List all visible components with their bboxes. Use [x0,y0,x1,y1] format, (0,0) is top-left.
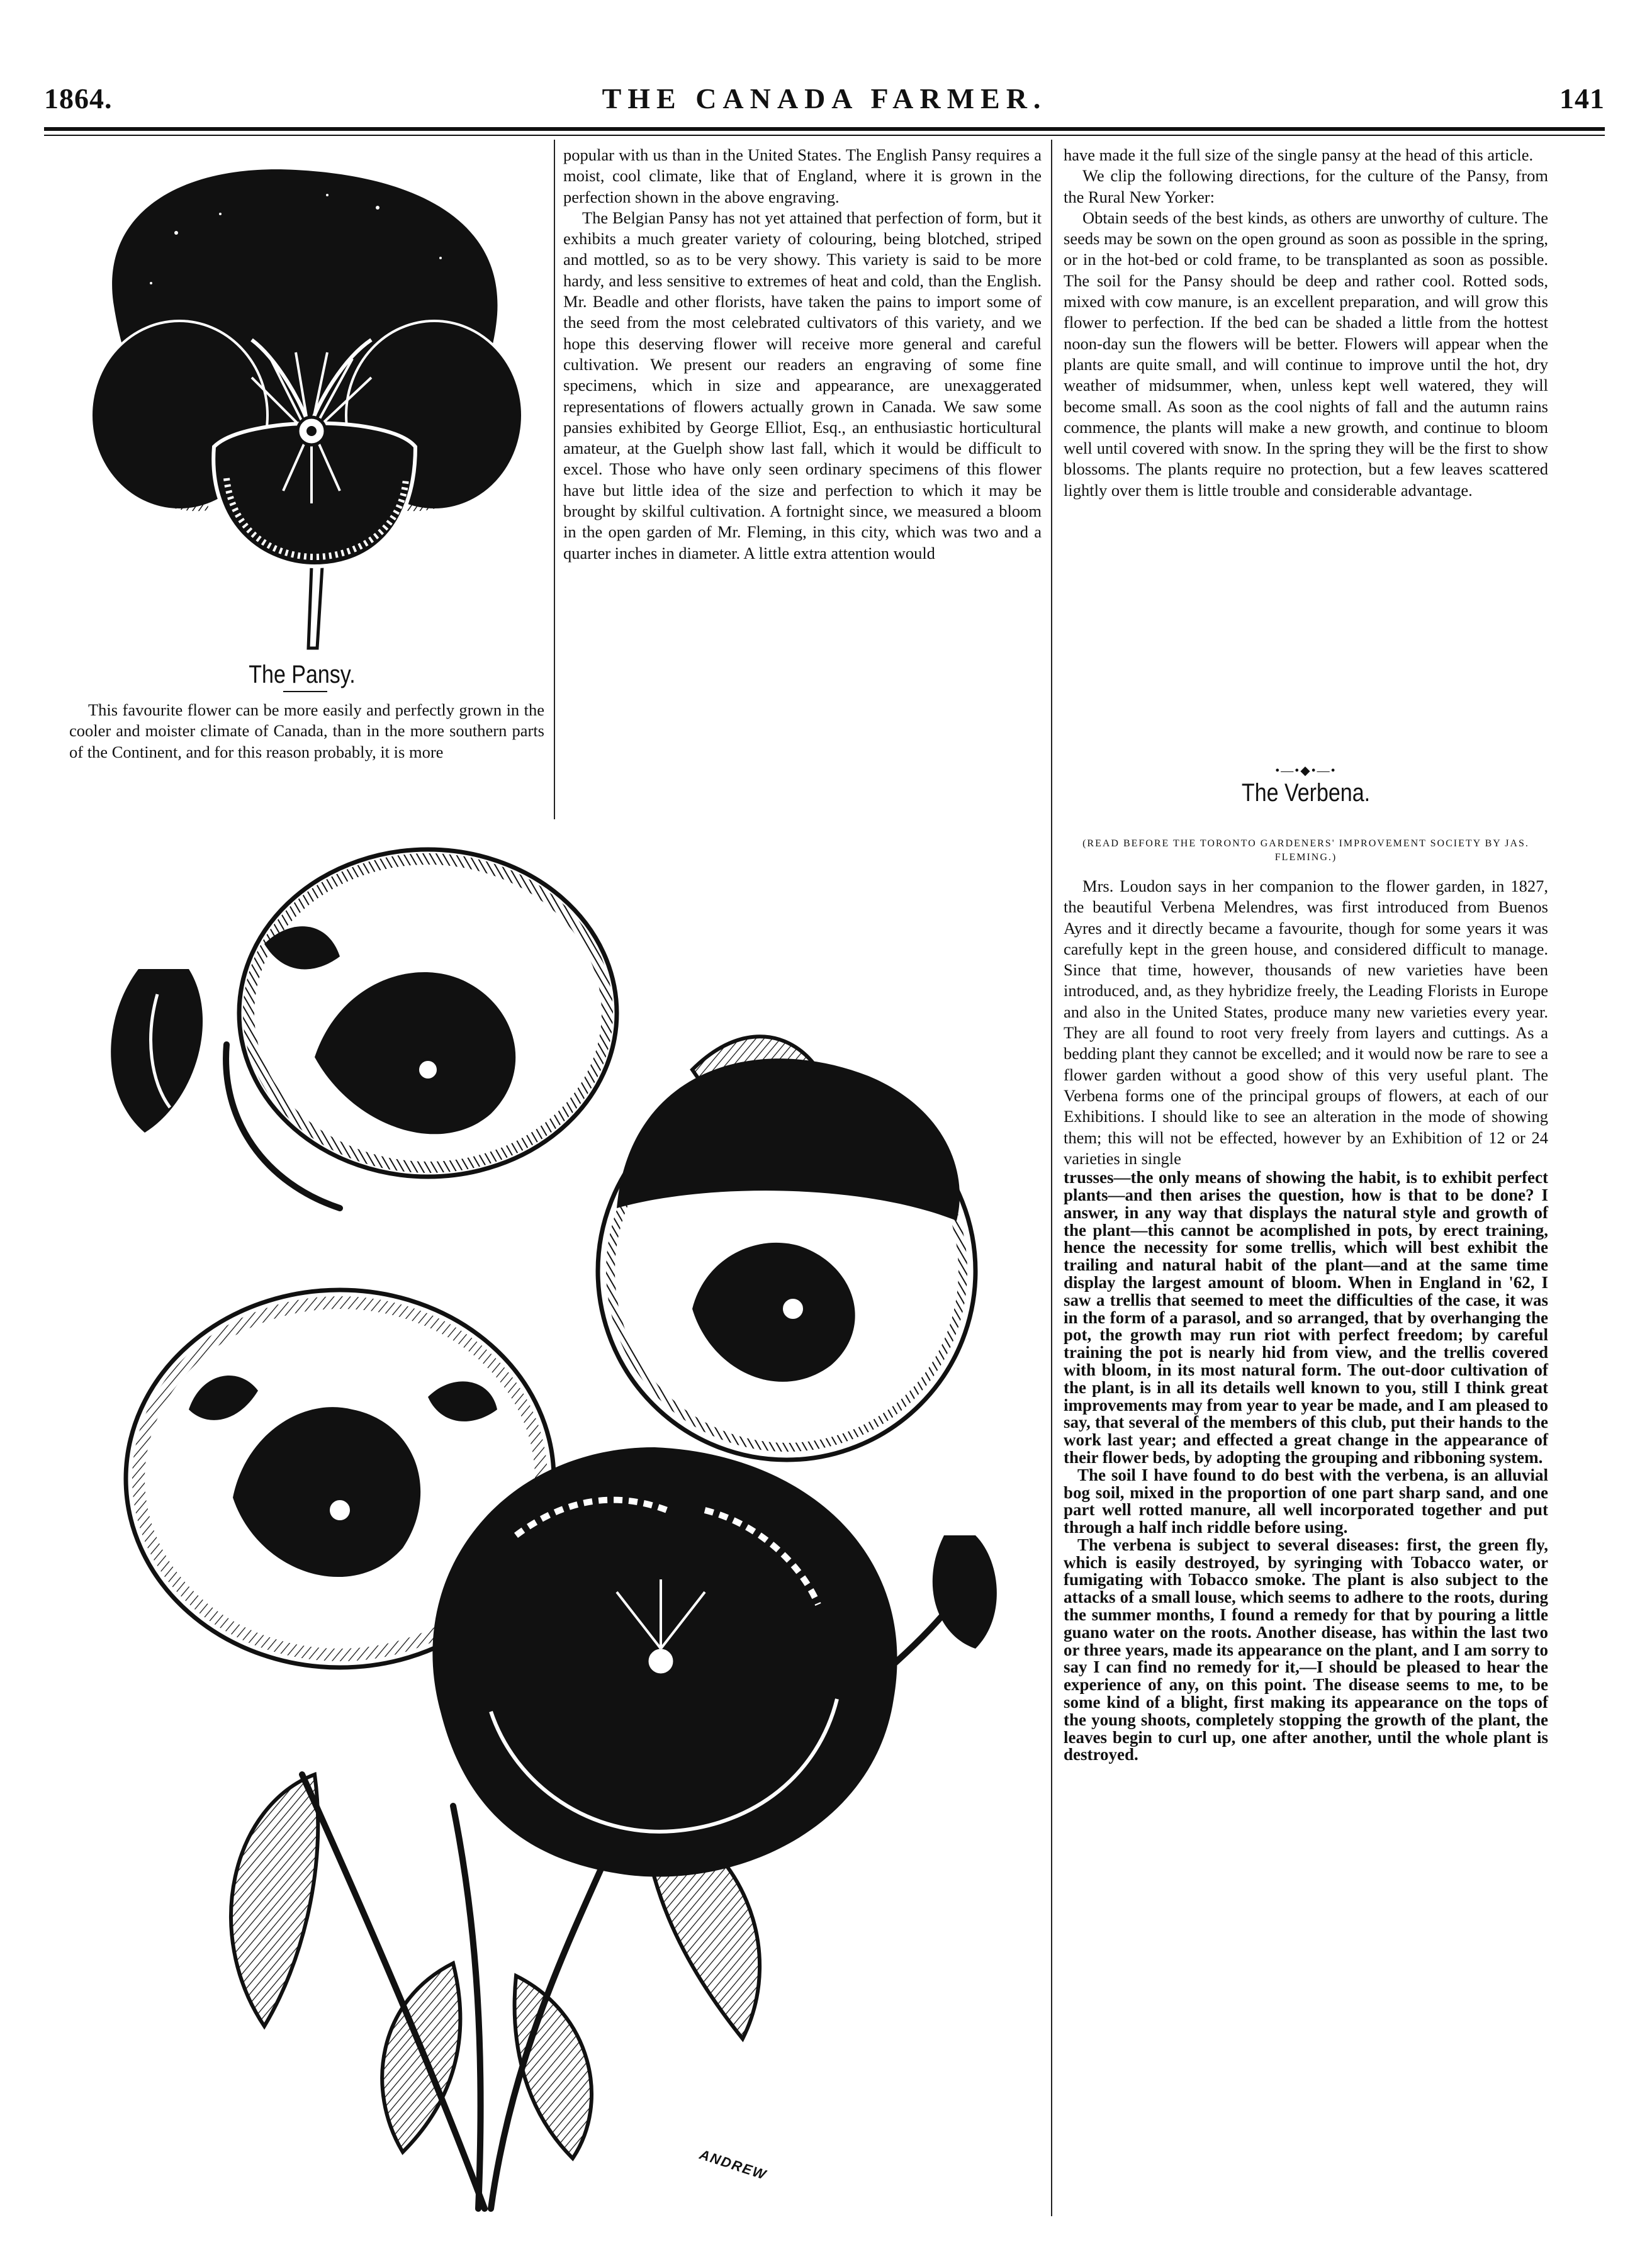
pansy-column-1 [69,700,544,763]
verbena-paragraph: trusses—the only means of showing the habit, is to exhibit perfect plants—and then arises the question, how is that to be done? I answer, in any way that displays the natural style and growth of the plant—this cannot be acomplished in pots, by erect training, hence the necessity for some trellis, which will best exhibit the trailing and natural habit of the plant—and at the same time display the largest amount of bloom. When in England in '62, I saw a trellis that seemed to meet the difficulties of the case, it was in the form of a parasol, and so arranged, that by overhanging the pot, the growth may run riot with perfect freedom; by careful training the pot is nearly hid from view, and the trellis covered with bloom, in its most natural form. The out-door cultivation of the plant, is in all its details well known to you, still I think great improvements may from year to year be made, and I am pleased to say, that several of the members of this club, put their hands to the work last year; and effected a great change in the appearance of their flower beds, by adopting the grouping and ribboning system. [1064,1168,1548,1467]
pansy-paragraph: Obtain seeds of the best kinds, as others are unworthy of culture. The seeds may be sown on the open ground as soon as possible in the spring, or in the hot-bed or cold frame, to be transplanted as soon as possible. The soil for the Pansy should be deep and rather cool. Rotted sods, mixed with cow manure, is an excellent preparation, and will grow this flower to perfection. If the bed can be shaded a little from the hottest noon-day sun the flowers will be better. Flowers will appear when the plants are quite small, and will continue to improve until the hot, dry weather of midsummer, when, unless kept well watered, they will become small. As soon as the cool nights of fall and the autumn rains commence, the plants will make a new growth, and continue to bloom well until covered with snow. In the spring they will be the first to show blossoms. The plants require no protection, but a few leaves scattered lightly over them is little trouble and considerable advantage. [1064,208,1548,500]
verbena-paragraph: The verbena is subject to several diseases: first, the green fly, which is easily destroyed, by syringing with Tobacco water, or fumigating with Tobacco smoke. The plant is also subject to the attacks of a small louse, which seems to adhere to the roots, during the summer months, I found a remedy for that by pouring a little guano water on the roots. Another disease, has within the last two or three years, made its appearance on the plant, and I am sorry to say I can find no remedy for it,—I should be pleased to hear the experience of any, on this point. The disease seems to me, to be some kind of a blight, first making its appearance on the tops of the young shoots, completely stopping the growth of the plant, the leaves begin to curl up, one after another, until the whole plant is destroyed. [1064,1535,1548,1764]
newspaper-title: THE CANADA FARMER. [602,82,1047,115]
pansy-column-2 [563,145,1042,564]
heading-underline [283,691,327,692]
pansy-paragraph: have made it the full size of the single pansy at the head of this article. [1064,145,1534,164]
header-rule-thick [44,127,1605,131]
page-number: 141 [1559,82,1605,115]
pansy-paragraph: We clip the following directions, for the culture of the Pansy, from the Rural New Yorker: [1064,166,1548,206]
verbena-paragraph: The soil I have found to do best with the verbena, is an alluvial bog soil, mixed in the proportion of one part sharp sand, and one part well rotted manure, all well incorporated together and put through a half inch riddle before using. [1064,1465,1548,1537]
column-rule [554,140,555,819]
section-ornament: •—•◆•—• [1275,764,1337,778]
verbena-heading: The Verbena. [1241,779,1371,807]
pansy-heading: The Pansy. [249,661,356,688]
verbena-paragraph: Mrs. Loudon says in her companion to the flower garden, in 1827, the beautiful Verbena Melendres, was first introduced from Buenos Ayres and it directly became a favourite, though for some years it was carefully kept in the green house, and considered difficult to manage. Since that time, however, thousands of new varieties have been introduced, and, as they hybridize freely, the Leading Florists in Europe and also in the United States, produce many new varieties every year. They are all found to root very freely from layers and cuttings. As a bedding plant they cannot be excelled; and it would now be rare to see a flower garden without a good show of this very useful plant. The Verbena forms one of the principal groups of flowers, at each of our Exhibitions. I should like to see an alteration in the mode of showing them; this will not be effected, however by an Exhibition of 12 or 24 varieties in single [1064,877,1548,1168]
pansy-bouquet-engraving [76,831,1045,2215]
pansy-paragraph: The Belgian Pansy has not yet attained that perfection of form, but it exhibits a much greater variety of colouring, being blotched, striped and mottled, so as to be very showy. This variety is said to be more hardy, and less sensitive to extremes of heat and cold, than the English. Mr. Beadle and other florists, have taken the pains to import some of the seed from the most celebrated cultivators of this variety, and we hope this deserving flower will receive more general and careful cultivation. We present our readers an engraving of some fine specimens, which in size and appearance, are unexaggerated representations of flowers actually grown in Canada. We saw some pansies exhibited by George Elliot, Esq., an enthusiastic horticultural amateur, at the Guelph show last fall, which it would be difficult to excel. Those who have only seen ordinary specimens of this flower have but little idea of the size and perfection to which it may be brought by skilful cultivation. A fortnight since, we measured a bloom in the open garden of Mr. Fleming, in this city, which was two and a quarter inches in diameter. A little extra attention would [563,208,1042,563]
pansy-paragraph: popular with us than in the United States. The English Pansy requires a moist, cool climate, like that of England, where it is grown in the perfection shown in the above engraving. [563,145,1042,206]
pansy-intro-paragraph: This favourite flower can be more easily and perfectly grown in the cooler and moister climate of Canada, than in the more southern parts of the Continent, and for this reason probably, it is more [69,700,544,761]
page-header [44,82,1605,120]
engraver-signature: ANDREW [697,2146,769,2183]
verbena-column [1064,876,1548,1764]
column-rule [1051,140,1052,2216]
single-pansy-engraving [63,151,541,654]
header-rule-thin [44,135,1605,136]
verbena-dense-block [1064,1169,1548,1764]
pansy-column-3 [1064,145,1548,501]
verbena-byline: (READ BEFORE THE TORONTO GARDENERS' IMPROVEMENT SOCIETY BY JAS. FLEMING.) [1082,838,1529,863]
issue-year: 1864. [44,82,113,115]
